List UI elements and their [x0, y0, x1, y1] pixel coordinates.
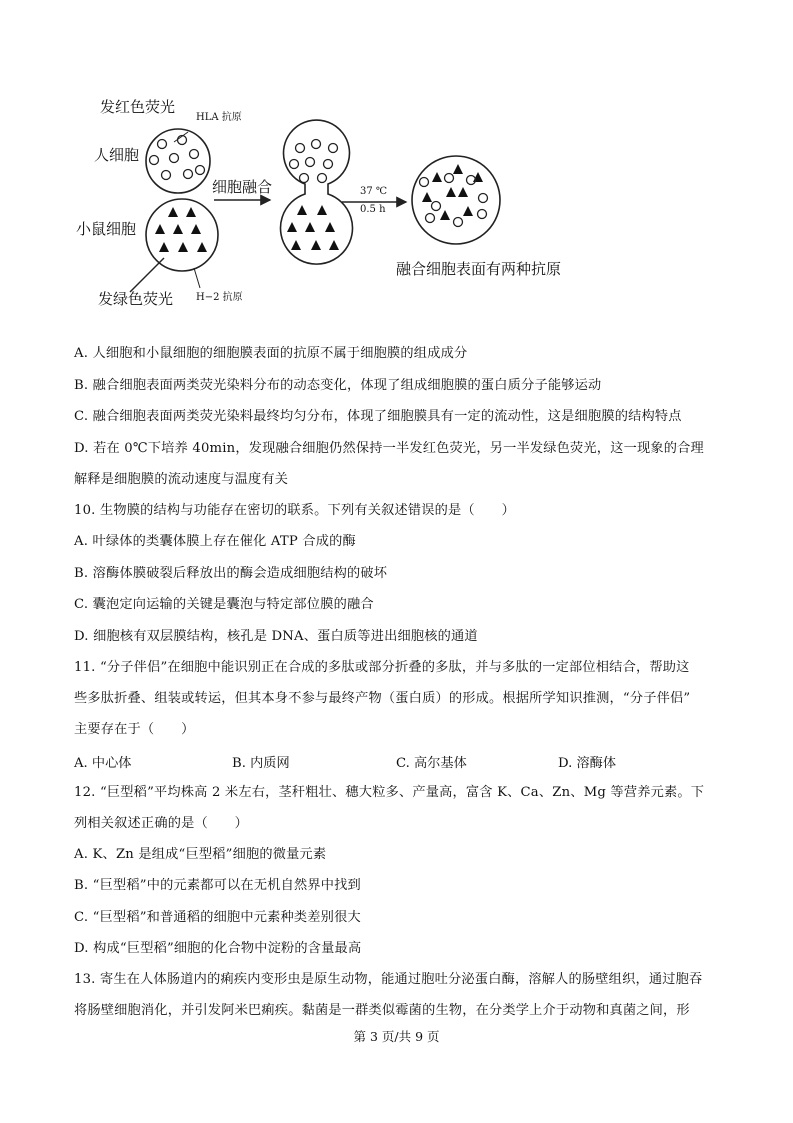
q11-stem-1: 11. “分子伴侣”在细胞中能识别正在合成的多肽或部分折叠的多肽，并与多肽的一定部位相结合，帮助这	[74, 660, 690, 675]
q11-option-a: A. 中心体	[74, 756, 132, 771]
h2-antigen-label: H−2 抗原	[196, 292, 243, 303]
temperature-label: 37 ℃	[360, 186, 388, 197]
q10-option-d: D. 细胞核有双层膜结构，核孔是 DNA、蛋白质等进出细胞核的通道	[74, 629, 478, 644]
mouse-cell-label: 小鼠细胞	[76, 220, 137, 238]
page-footer: 第 3 页/共 9 页	[353, 1029, 440, 1044]
q9-option-c: C. 融合细胞表面两类荧光染料最终均匀分布，体现了细胞膜具有一定的流动性，这是细胞膜的结构特点	[74, 409, 682, 424]
q9-option-d: D. 若在 0℃下培养 40min，发现融合细胞仍然保持一半发红色荧光，另一半发绿色荧光，这一现象的合理	[74, 441, 704, 456]
q10-option-b: B. 溶酶体膜破裂后释放出的酶会造成细胞结构的破坏	[74, 566, 388, 581]
red-fluorescence-label: 发红色荧光	[100, 98, 176, 116]
mouse-cell	[146, 199, 218, 271]
q11-option-b: B. 内质网	[232, 756, 290, 771]
q9-option-b: B. 融合细胞表面两类荧光染料分布的动态变化，体现了组成细胞膜的蛋白质分子能够运动	[74, 378, 602, 393]
time-label: 0.5 h	[360, 204, 386, 215]
q11-option-d: D. 溶酶体	[558, 756, 617, 771]
q10-option-a: A. 叶绿体的类囊体膜上存在催化 ATP 合成的酶	[74, 534, 356, 549]
q9-option-d-cont: 解释是细胞膜的流动速度与温度有关	[74, 472, 289, 487]
h2-antigens	[155, 207, 207, 252]
q12-stem-2: 列相关叙述正确的是（ ）	[74, 816, 249, 831]
q11-option-c: C. 高尔基体	[396, 756, 467, 771]
human-cell-label: 人细胞	[94, 146, 140, 164]
pointer-green	[130, 258, 164, 292]
q12-option-c: C. “巨型稻”和普通稻的细胞中元素种类差别很大	[74, 910, 361, 925]
q10-option-c: C. 囊泡定向运输的关键是囊泡与特定部位膜的融合	[74, 597, 374, 612]
hla-antigen-label: HLA 抗原	[196, 112, 242, 123]
fusion-label: 细胞融合	[212, 178, 273, 196]
q13-stem-1: 13. 寄生在人体肠道内的痢疾内变形虫是原生动物，能通过胞吐分泌蛋白酶，溶解人的肠壁组织，通过胞吞	[74, 972, 703, 987]
q13-stem-2: 将肠壁细胞消化，并引发阿米巴痢疾。黏菌是一群类似霉菌的生物，在分类学上介于动物和真菌之间，形	[74, 1003, 690, 1018]
result-label: 融合细胞表面有两种抗原	[396, 260, 562, 278]
q12-option-b: B. “巨型稻”中的元素都可以在无机自然界中找到	[74, 878, 361, 893]
q12-option-d: D. 构成“巨型稻”细胞的化合物中淀粉的含量最高	[74, 941, 362, 956]
q9-option-a: A. 人细胞和小鼠细胞的细胞膜表面的抗原不属于细胞膜的组成成分	[74, 346, 468, 361]
q10-stem: 10. 生物膜的结构与功能存在密切的联系。下列有关叙述错误的是（ ）	[74, 503, 515, 518]
q11-stem-2: 些多肽折叠、组装或转运，但其本身不参与最终产物（蛋白质）的形成。根据所学知识推测，“分子伴侣”	[74, 691, 691, 706]
pointer-h2	[194, 268, 200, 288]
q11-stem-3: 主要存在于（ ）	[74, 722, 195, 737]
cell-fusion-figure	[76, 92, 600, 310]
q12-option-a: A. K、Zn 是组成“巨型稻”细胞的微量元素	[74, 847, 327, 862]
green-fluorescence-label: 发绿色荧光	[98, 290, 174, 308]
q12-stem-1: 12. “巨型稻”平均株高 2 米左右，茎秆粗壮、穗大粒多、产量高，富含 K、Ca、Zn、Mg 等营养元素。下	[74, 785, 705, 800]
hla-antigens	[150, 136, 205, 180]
